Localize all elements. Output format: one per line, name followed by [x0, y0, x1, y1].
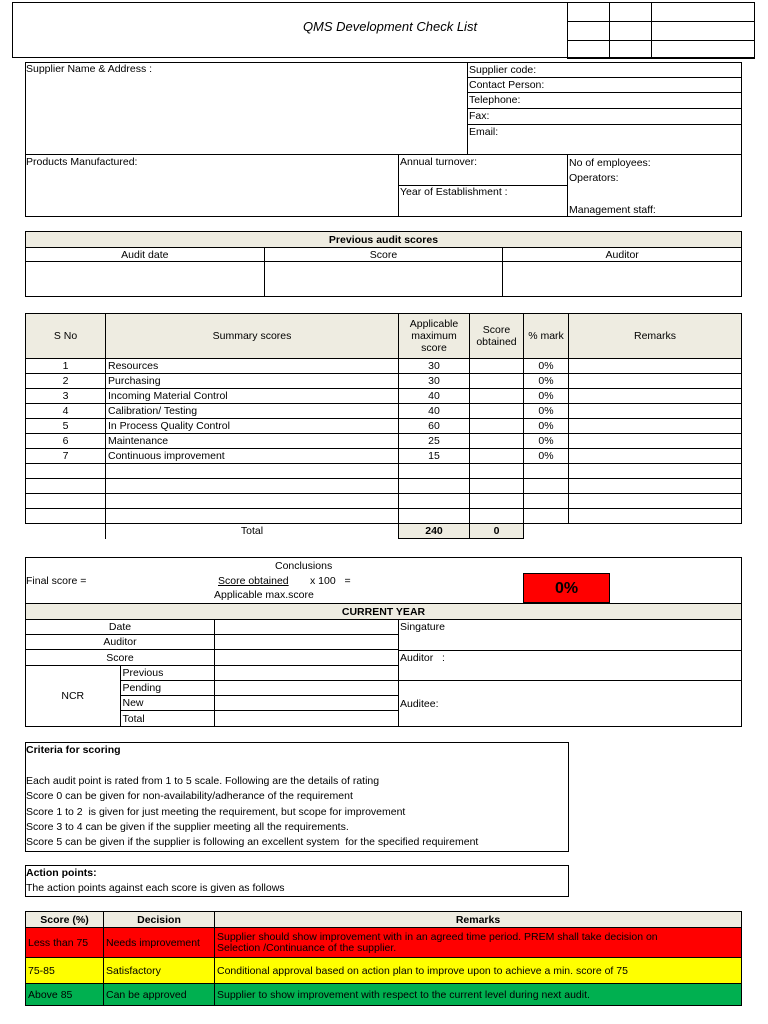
previous-audit-title: Previous audit scores — [26, 232, 742, 248]
summary-cell-mark: 0% — [524, 374, 569, 389]
col-decision-remarks: Remarks — [215, 912, 742, 928]
final-score-label: Final score = — [26, 575, 87, 587]
decision-score-2: 75-85 — [26, 958, 104, 984]
summary-cell-max — [399, 479, 470, 494]
final-score-result — [523, 573, 610, 603]
col-decision: Decision — [104, 912, 215, 928]
summary-cell-name: Calibration/ Testing — [106, 404, 399, 419]
summary-cell-obtained[interactable] — [470, 464, 524, 479]
summary-cell-max: 40 — [399, 404, 470, 419]
summary-cell-mark: 0% — [524, 434, 569, 449]
criteria-line-3: Score 1 to 2 is given for just meeting the requirement, but scope for improvement — [26, 806, 406, 818]
summary-row — [26, 434, 742, 449]
decision-remarks-3: Supplier to show improvement with respect to the current level during next audit. — [215, 984, 742, 1006]
summary-cell-remarks[interactable] — [569, 434, 742, 449]
summary-cell-mark: 0% — [524, 359, 569, 374]
col-auditor: Auditor — [503, 248, 742, 262]
decision-score-3: Above 85 — [26, 984, 104, 1006]
summary-cell-mark: 0% — [524, 449, 569, 464]
summary-cell-remarks[interactable] — [569, 464, 742, 479]
criteria-line-2: Score 0 can be given for non-availability/adherance of the requirement — [26, 790, 353, 802]
summary-row — [26, 494, 742, 509]
summary-cell-max: 15 — [399, 449, 470, 464]
current-year-title: CURRENT YEAR — [341, 606, 426, 618]
signature-box — [398, 619, 742, 727]
ncr-previous-label: Previous — [120, 666, 215, 681]
supplier-block — [25, 62, 742, 217]
summary-cell-name — [106, 479, 399, 494]
col-max-score: Applicable maximum score — [399, 314, 470, 359]
date-field[interactable] — [215, 620, 399, 635]
summary-cell-remarks[interactable] — [569, 404, 742, 419]
header-ref-grid — [567, 2, 755, 59]
decision-label-1: Needs improvement — [104, 928, 215, 958]
multiplier-label: x 100 = — [310, 575, 351, 587]
col-audit-date: Audit date — [26, 248, 265, 262]
summary-cell-remarks[interactable] — [569, 374, 742, 389]
auditee-label: Auditee: — [400, 698, 439, 710]
summary-cell-max: 25 — [399, 434, 470, 449]
summary-cell-name — [106, 494, 399, 509]
summary-row — [26, 449, 742, 464]
col-remarks: Remarks — [569, 314, 742, 359]
col-score-pct: Score (%) — [26, 912, 104, 928]
decision-row-2 — [26, 958, 742, 984]
summary-cell-obtained[interactable] — [470, 509, 524, 524]
operators-label: Operators: — [569, 172, 619, 184]
summary-cell-remarks[interactable] — [569, 449, 742, 464]
date-label: Date — [26, 620, 215, 635]
summary-cell-sno: 4 — [26, 404, 106, 419]
summary-cell-obtained[interactable] — [470, 389, 524, 404]
decision-remarks-1: Supplier should show improvement with in an agreed time period. PREM shall take decision on Selection /Continuance of the supplier. — [215, 928, 742, 958]
ncr-total-field[interactable] — [215, 711, 399, 727]
summary-cell-mark — [524, 494, 569, 509]
summary-row — [26, 389, 742, 404]
summary-cell-name: Incoming Material Control — [106, 389, 399, 404]
col-mark: % mark — [524, 314, 569, 359]
summary-cell-name: Resources — [106, 359, 399, 374]
employees-label: No of employees: — [569, 157, 651, 169]
audit-date-cell[interactable] — [26, 262, 265, 297]
summary-cell-max — [399, 464, 470, 479]
summary-cell-remarks[interactable] — [569, 359, 742, 374]
summary-cell-name: Maintenance — [106, 434, 399, 449]
summary-cell-sno: 5 — [26, 419, 106, 434]
current-year-table — [25, 619, 399, 727]
summary-row — [26, 509, 742, 524]
summary-row — [26, 479, 742, 494]
summary-cell-max: 30 — [399, 374, 470, 389]
ncr-label: NCR — [26, 666, 121, 727]
summary-cell-obtained[interactable] — [470, 374, 524, 389]
ncr-total-label: Total — [120, 711, 215, 727]
final-score-value: 0% — [554, 580, 579, 597]
summary-cell-mark: 0% — [524, 389, 569, 404]
summary-cell-remarks[interactable] — [569, 479, 742, 494]
decision-table — [25, 911, 742, 1006]
action-points-text: The action points against each score is given as follows — [26, 882, 285, 894]
summary-cell-obtained[interactable] — [470, 479, 524, 494]
total-max: 240 — [399, 524, 470, 539]
summary-row — [26, 404, 742, 419]
summary-cell-sno — [26, 509, 106, 524]
total-obtained: 0 — [470, 524, 524, 539]
auditor-cell[interactable] — [503, 262, 742, 297]
summary-cell-name — [106, 464, 399, 479]
ncr-previous-field[interactable] — [215, 666, 399, 681]
decision-remarks-2: Conditional approval based on action plan to improve upon to achieve a min. score of 75 — [215, 958, 742, 984]
products-label: Products Manufactured: — [26, 156, 138, 168]
score-cell[interactable] — [264, 262, 503, 297]
summary-row — [26, 359, 742, 374]
summary-cell-max — [399, 494, 470, 509]
summary-cell-remarks[interactable] — [569, 389, 742, 404]
criteria-title: Criteria for scoring — [26, 744, 121, 756]
max-score-denominator: Applicable max.score — [214, 589, 314, 601]
fax-label: Fax: — [469, 110, 490, 122]
auditor-sign-label: Auditor : — [400, 652, 445, 664]
signature-label: Singature — [400, 621, 445, 633]
summary-cell-sno: 7 — [26, 449, 106, 464]
summary-cell-remarks[interactable] — [569, 509, 742, 524]
management-label: Management staff: — [569, 204, 656, 216]
summary-cell-max — [399, 509, 470, 524]
summary-cell-remarks[interactable] — [569, 419, 742, 434]
summary-cell-remarks[interactable] — [569, 494, 742, 509]
summary-cell-sno: 2 — [26, 374, 106, 389]
summary-cell-sno: 6 — [26, 434, 106, 449]
summary-cell-sno — [26, 479, 106, 494]
summary-cell-obtained[interactable] — [470, 494, 524, 509]
telephone-label: Telephone: — [469, 94, 521, 106]
decision-label-2: Satisfactory — [104, 958, 215, 984]
summary-cell-obtained[interactable] — [470, 359, 524, 374]
summary-cell-mark: 0% — [524, 404, 569, 419]
ncr-new-field[interactable] — [215, 696, 399, 711]
summary-row — [26, 419, 742, 434]
page-title: QMS Development Check List — [302, 19, 478, 34]
auditor-label: Auditor — [26, 635, 215, 650]
decision-row-3 — [26, 984, 742, 1006]
contact-person-label: Contact Person: — [469, 79, 545, 91]
summary-cell-mark — [524, 464, 569, 479]
email-label: Email: — [469, 126, 499, 138]
summary-cell-sno: 3 — [26, 389, 106, 404]
turnover-label: Annual turnover: — [400, 156, 478, 168]
summary-cell-name: Continuous improvement — [106, 449, 399, 464]
summary-cell-name: In Process Quality Control — [106, 419, 399, 434]
criteria-line-5: Score 5 can be given if the supplier is following an excellent system for the specified requirement — [26, 836, 479, 848]
supplier-name-label: Supplier Name & Address : — [26, 63, 153, 75]
summary-cell-obtained[interactable] — [470, 419, 524, 434]
summary-rows — [26, 359, 742, 524]
col-score-obtained: Score obtained — [470, 314, 524, 359]
score-obtained-numerator: Score obtained — [218, 575, 289, 587]
score-label: Score — [26, 650, 215, 666]
conclusions-box — [25, 557, 742, 604]
criteria-line-4: Score 3 to 4 can be given if the supplier meeting all the requirements. — [26, 821, 349, 833]
summary-cell-max: 30 — [399, 359, 470, 374]
summary-cell-sno: 1 — [26, 359, 106, 374]
decision-row-1 — [26, 928, 742, 958]
summary-row — [26, 464, 742, 479]
summary-table — [25, 313, 742, 539]
auditor-field[interactable] — [215, 635, 399, 650]
summary-cell-name: Purchasing — [106, 374, 399, 389]
decision-score-1: Less than 75 — [26, 928, 104, 958]
summary-cell-max: 40 — [399, 389, 470, 404]
summary-cell-mark: 0% — [524, 419, 569, 434]
previous-audit-table — [25, 231, 742, 297]
ncr-pending-label: Pending — [120, 681, 215, 696]
action-points-title: Action points: — [26, 867, 97, 879]
summary-cell-mark — [524, 479, 569, 494]
ncr-new-label: New — [120, 696, 215, 711]
summary-cell-sno — [26, 464, 106, 479]
establishment-label: Year of Establishment : — [400, 186, 508, 198]
col-sno: S No — [26, 314, 106, 359]
summary-cell-obtained[interactable] — [470, 434, 524, 449]
summary-cell-obtained[interactable] — [470, 404, 524, 419]
decision-label-3: Can be approved — [104, 984, 215, 1006]
summary-cell-max: 60 — [399, 419, 470, 434]
score-field[interactable] — [215, 650, 399, 666]
current-year-header — [25, 603, 742, 620]
summary-cell-mark — [524, 509, 569, 524]
summary-cell-name — [106, 509, 399, 524]
total-label: Total — [106, 524, 399, 539]
col-summary: Summary scores — [106, 314, 399, 359]
conclusions-title: Conclusions — [275, 560, 333, 572]
col-score: Score — [264, 248, 503, 262]
summary-cell-obtained[interactable] — [470, 449, 524, 464]
summary-cell-sno — [26, 494, 106, 509]
criteria-line-1: Each audit point is rated from 1 to 5 scale. Following are the details of rating — [26, 775, 380, 787]
ncr-pending-field[interactable] — [215, 681, 399, 696]
supplier-code-label: Supplier code: — [469, 64, 537, 76]
summary-row — [26, 374, 742, 389]
